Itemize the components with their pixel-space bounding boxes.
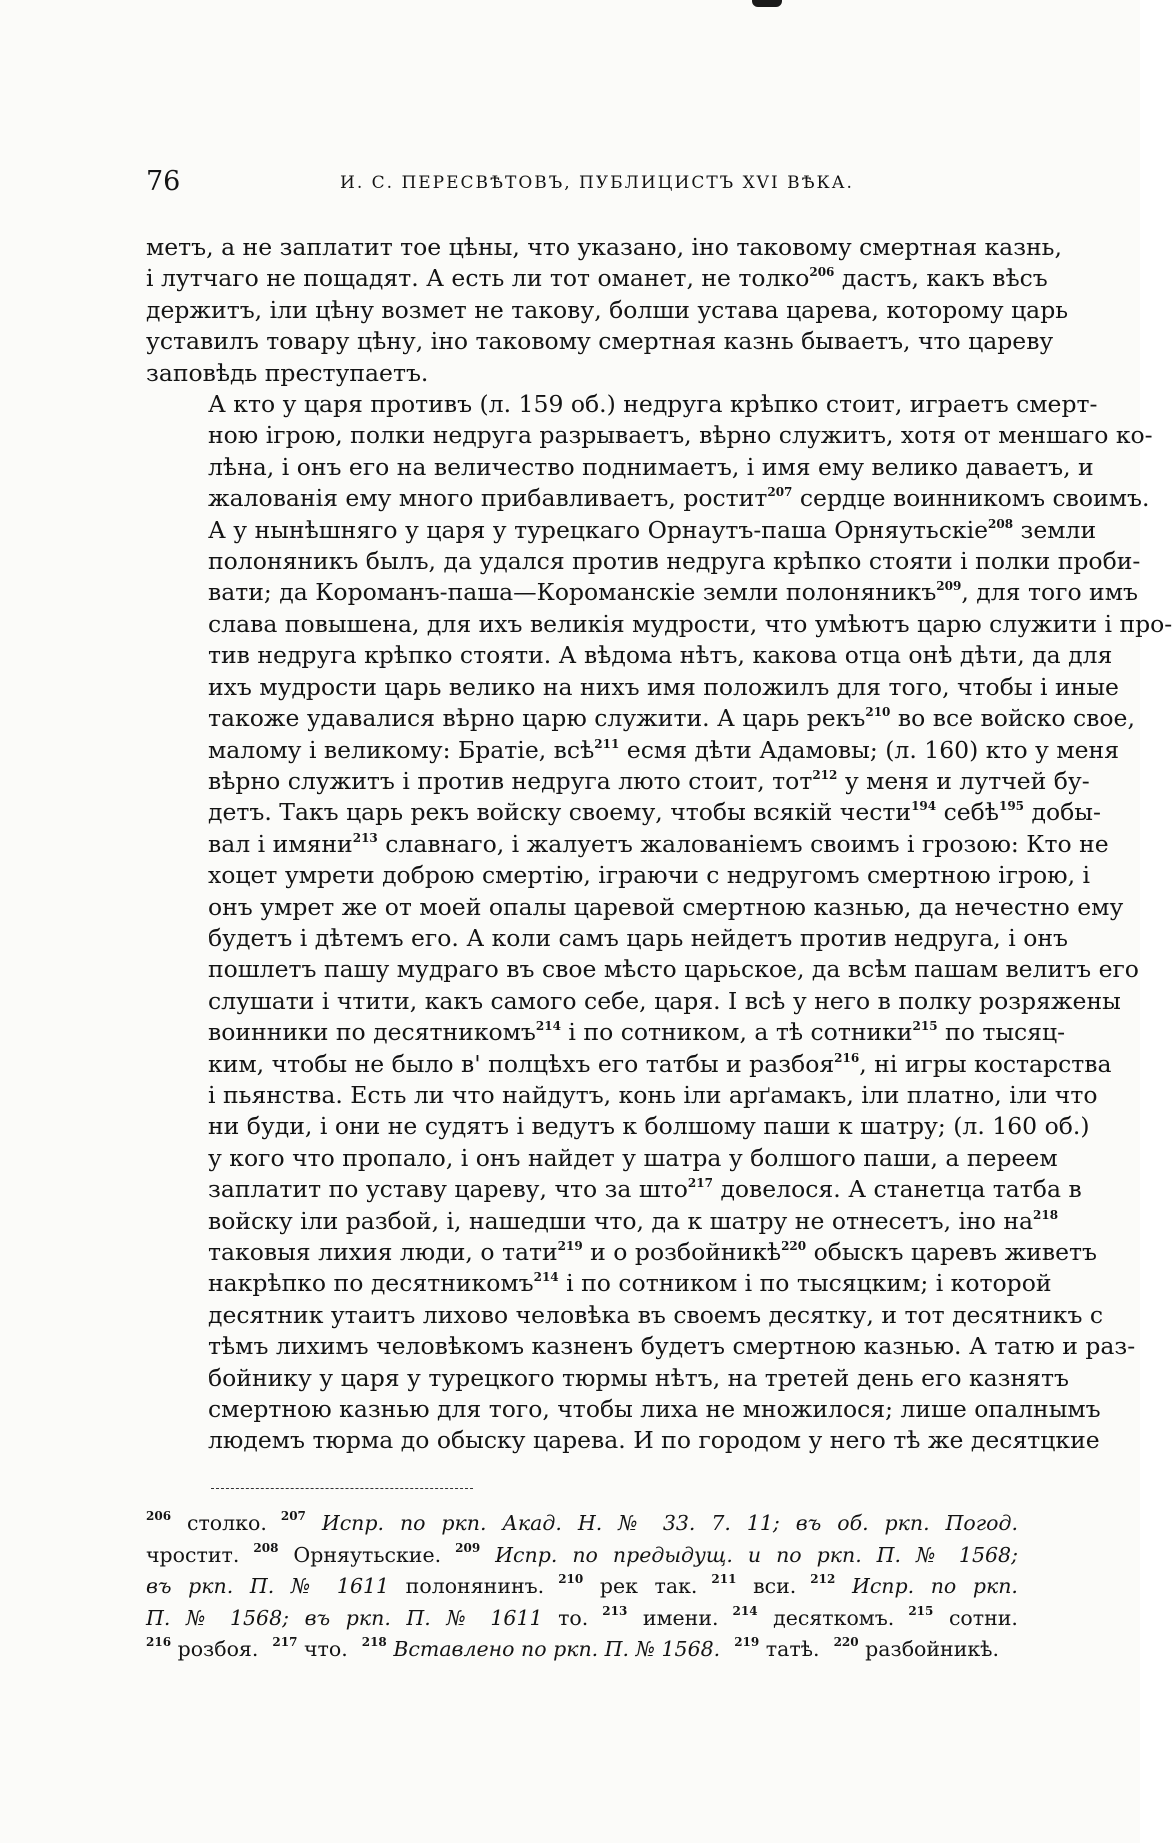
text-run: , для того имъ	[961, 578, 1138, 607]
text-line	[146, 420, 1153, 451]
text-run: ким, чтобы не было в' полцѣхъ его татбы и разбоя	[208, 1049, 835, 1078]
text-line	[146, 672, 1119, 703]
footnote-text: что.	[303, 1637, 348, 1662]
text-line	[146, 358, 1032, 389]
footnote-number: 212	[810, 1572, 836, 1587]
footnote	[558, 1574, 697, 1598]
text-line	[146, 829, 1109, 860]
text-line	[146, 1017, 1066, 1048]
text-run: десятник утаитъ лихово человѣка въ своемъ десятку, и тот десятникъ с	[208, 1300, 1104, 1329]
footnote-number: 217	[272, 1635, 298, 1650]
page-number: 76	[146, 166, 181, 197]
text-line	[146, 1363, 1069, 1394]
text-run: войску іли разбой, і, нашедши что, да к шатру не отнесетъ, іно на	[208, 1206, 1033, 1235]
text-run: у меня и лутчей бу-	[837, 766, 1090, 795]
text-line	[146, 1331, 1136, 1362]
text-run: есмя дѣти Адамовы; (л. 160) кто у меня	[619, 735, 1120, 764]
text-line	[146, 1143, 1058, 1174]
text-run: тив недруга крѣпко стояти. А вѣдома нѣтъ, какова отца онѣ дѣти, да для	[208, 641, 1113, 670]
footnote-number: 216	[146, 1635, 172, 1650]
text-run: воинники по десятникомъ	[208, 1018, 536, 1047]
scan-edge-mark	[752, 0, 782, 7]
footnote	[272, 1637, 347, 1661]
footnote-ref: 211	[594, 736, 620, 751]
footnote-line	[146, 1571, 1032, 1603]
footnote-italic: П. № 1568; въ ркп. П. № 1611	[146, 1605, 543, 1630]
text-line	[146, 1394, 1101, 1425]
text-run: вѣрно служитъ і против недруга люто стоит, тот	[208, 766, 813, 795]
text-line	[146, 1300, 1104, 1331]
footnote-ref: 217	[687, 1176, 713, 1191]
text-run: і по сотником, а тѣ сотники	[560, 1018, 913, 1047]
footnote	[711, 1574, 796, 1598]
text-run: по тысяц-	[937, 1018, 1066, 1047]
footnote	[732, 1603, 895, 1630]
text-line	[146, 483, 1150, 514]
footnote-text: имени.	[642, 1605, 719, 1630]
footnote-ref: 195	[998, 799, 1025, 814]
text-run: земли	[1013, 515, 1097, 544]
text-run: пошлетъ пашу мудраго въ свое мѣсто царьское, да всѣм пашам велитъ его	[208, 955, 1139, 984]
footnote-ref: 219	[557, 1239, 583, 1253]
text-run: дастъ, какъ вѣсъ	[834, 264, 1048, 293]
text-run: добы-	[1024, 798, 1101, 827]
text-run: обыскъ царевъ живетъ	[806, 1238, 1097, 1266]
footnote-separator	[211, 1488, 473, 1489]
text-run: ною ігрою, полки недруга разрываетъ, вѣрно служитъ, хотя от меншаго ко-	[208, 421, 1153, 450]
text-line	[146, 515, 1097, 546]
text-run: вал і имяни	[208, 829, 353, 858]
running-head: И. С. ПЕРЕСВѢТОВЪ, ПУБЛИЦИСТЪ XVI ВѢКА.	[340, 173, 854, 193]
text-run: хоцет умрети доброю смертію, іграючи с недругомъ смертною ігрою, і	[208, 861, 1091, 890]
footnote-text: Орняутьские.	[293, 1542, 442, 1567]
text-run: і по сотником і по тысяцким; і которой	[558, 1269, 1052, 1298]
footnote-number: 214	[732, 1603, 758, 1618]
text-run: накрѣпко по десятникомъ	[208, 1269, 534, 1298]
text-run: будетъ і дѣтемъ его. А коли самъ царь нейдетъ против недруга, і онъ	[208, 923, 1068, 952]
footnote-text: то.	[542, 1605, 589, 1630]
paragraph-2	[146, 389, 1172, 1457]
footnote-ref: 215	[912, 1019, 938, 1034]
footnote-ref: 209	[936, 579, 962, 594]
text-run: смертною казнью для того, чтобы лиха не множилося; лише опалнымъ	[208, 1395, 1101, 1424]
footnote	[146, 1543, 239, 1567]
text-run: слушати і чтити, какъ самого себе, царя. І всѣ у него в полку розряжены	[208, 986, 1121, 1015]
footnote-ref: 212	[812, 767, 838, 782]
main-text	[146, 232, 1172, 1457]
text-run: заповѣдь преступаетъ.	[146, 358, 429, 387]
text-line	[146, 1425, 1100, 1456]
text-run: такоже удавалися вѣрно царю служити. А царь рекъ	[208, 704, 866, 733]
footnote	[908, 1603, 1018, 1630]
text-run: таковыя лихия люди, о тати	[208, 1238, 558, 1266]
footnote	[734, 1637, 819, 1661]
footnote-ref: 210	[865, 705, 891, 720]
text-run: держитъ, іли цѣну возмет не такову, болши устава царева, которому царь	[146, 295, 1069, 324]
text-run: довелося. А станетца татба в	[712, 1175, 1082, 1204]
footnote-text: столко.	[186, 1511, 267, 1535]
footnote-italic: Испр. по ркп.	[851, 1574, 1018, 1599]
text-run: и о розбойникѣ	[582, 1238, 782, 1266]
text-run: ихъ мудрости царь велико на нихъ имя положилъ для того, чтобы і иные	[208, 672, 1119, 701]
text-run: заплатит по уставу цареву, что за што	[208, 1175, 688, 1204]
text-run: себѣ	[936, 798, 999, 827]
text-line	[146, 326, 1054, 357]
text-line	[146, 766, 1090, 797]
text-line	[146, 1206, 1059, 1237]
text-run: лѣна, і онъ его на величество поднимаетъ, і имя ему велико даваетъ, и	[208, 452, 1094, 481]
text-run: слава повышена, для ихъ великія мудрости, что умѣютъ царю служити і про-	[208, 609, 1172, 638]
text-run: жалованія ему много прибавливаетъ, ростит	[208, 484, 768, 513]
text-line	[146, 609, 1172, 640]
text-line	[146, 1174, 1082, 1205]
text-line	[146, 389, 1098, 420]
text-line	[146, 923, 1068, 954]
text-run: у кого что пропало, і онъ найдет у шатра у болшого паши, а переем	[208, 1143, 1058, 1172]
footnote-number: 215	[908, 1603, 934, 1618]
text-line	[146, 735, 1120, 766]
text-run: тѣмъ лихимъ человѣкомъ казненъ будетъ смертною казнью. А татю и раз-	[208, 1332, 1136, 1361]
footnote	[602, 1603, 719, 1630]
text-line	[146, 892, 1124, 923]
footnotes	[146, 1508, 1032, 1666]
footnote-line	[146, 1603, 1032, 1635]
text-line	[146, 1080, 1098, 1111]
text-run: бойнику у царя у турецкого тюрмы нѣтъ, на третей день его казнятъ	[208, 1363, 1069, 1392]
footnote-number: 207	[280, 1509, 306, 1523]
text-line	[146, 1049, 1112, 1080]
footnote-ref: 194	[911, 799, 937, 814]
footnote-number: 210	[558, 1572, 584, 1587]
footnote	[253, 1540, 442, 1567]
footnote-text: татѣ.	[765, 1637, 820, 1662]
footnote-number: 219	[734, 1635, 760, 1650]
footnote-italic: въ ркп. П. № 1611	[146, 1574, 390, 1599]
paragraph-1	[146, 232, 1069, 389]
text-run: , ні игры костарства	[859, 1049, 1112, 1078]
text-line	[146, 546, 1141, 577]
footnote-number: 209	[455, 1540, 481, 1555]
text-run: людемъ тюрма до обыску царева. И по городом у него тѣ же десятцкие	[208, 1426, 1100, 1455]
footnote-number: 208	[253, 1540, 279, 1555]
text-line	[146, 1237, 1097, 1268]
footnote	[362, 1637, 720, 1661]
footnote-ref: 207	[767, 485, 793, 500]
text-line	[146, 703, 1135, 734]
footnote-ref: 214	[535, 1019, 561, 1034]
footnote-line	[146, 1508, 1032, 1540]
text-run: А кто у царя противъ (л. 159 об.) недруга крѣпко стоит, играетъ смерт-	[208, 390, 1098, 419]
footnote	[146, 1637, 258, 1661]
footnote-italic: Испр. по ркп. Акад. Н. № 33. 7. 11; въ об. ркп. Погод.	[321, 1511, 1018, 1535]
footnote	[146, 1574, 544, 1598]
text-run: і лутчаго не пощадят. А есть ли тот оманет, не толко	[146, 264, 810, 293]
footnote-ref: 208	[988, 516, 1014, 531]
footnote-ref: 206	[809, 265, 835, 280]
footnote-number: 211	[711, 1572, 737, 1587]
text-run: вати; да Короманъ-паша—Короманскіе земли полоняникъ	[208, 578, 937, 607]
text-line	[146, 452, 1094, 483]
footnote	[455, 1540, 1018, 1567]
text-run: метъ, а не заплатит тое цѣны, что указано, іно таковому смертная казнь,	[146, 233, 1062, 261]
text-run: детъ. Такъ царь рекъ войску своему, чтобы всякій чести	[208, 798, 912, 827]
text-run: онъ умрет же от моей опалы царевой смертною казнью, да нечестно ему	[208, 892, 1124, 921]
text-run: полоняникъ былъ, да удался против недруга крѣпко стояти і полки проби-	[208, 547, 1141, 576]
text-run: А у нынѣшняго у царя у турецкаго Орнаутъ-паша Орняутьскіе	[208, 515, 988, 544]
footnote-text: рек так.	[599, 1574, 698, 1599]
footnote	[834, 1637, 999, 1661]
text-line	[146, 954, 1139, 985]
page-header	[0, 166, 1140, 206]
text-run: во все войско свое,	[890, 704, 1135, 733]
footnote	[281, 1511, 1018, 1535]
footnote-text: розбоя.	[177, 1637, 259, 1662]
text-run: уставилъ товару цѣну, іно таковому смертная казнь бываетъ, что цареву	[146, 327, 1054, 356]
footnote	[810, 1574, 1018, 1598]
footnote-text: сотни.	[948, 1605, 1018, 1630]
footnote-ref: 213	[352, 830, 378, 845]
footnote-text: чростит.	[146, 1542, 240, 1567]
text-line	[146, 860, 1091, 891]
footnote-text: разбойникѣ.	[865, 1637, 1000, 1662]
text-run: і пьянства. Есть ли что найдутъ, конь іли арґамакъ, іли платно, іли что	[208, 1080, 1098, 1109]
text-line	[146, 295, 1069, 326]
footnote-ref: 220	[781, 1239, 807, 1253]
footnote-number: 213	[602, 1603, 628, 1618]
footnote-number: 206	[146, 1509, 172, 1523]
footnote-number: 220	[833, 1635, 859, 1650]
footnote	[146, 1511, 267, 1535]
footnote-italic: Вставлено по ркп. П. № 1568.	[393, 1637, 721, 1662]
text-run: сердце воинникомъ своимъ.	[792, 484, 1150, 513]
text-line	[146, 232, 1062, 263]
footnote-text: вси.	[753, 1574, 797, 1599]
footnote-italic: Испр. по предыдущ. и по ркп. П. № 1568;	[495, 1542, 1018, 1567]
footnote-line	[146, 1634, 1032, 1666]
footnote-ref: 216	[834, 1050, 860, 1065]
footnote-number: 218	[361, 1635, 387, 1650]
text-line	[146, 577, 1138, 608]
text-line	[146, 1111, 1090, 1142]
footnote-ref: 214	[533, 1270, 559, 1285]
text-run: ни буди, і они не судятъ і ведутъ к болшому паши к шатру; (л. 160 об.)	[208, 1112, 1090, 1141]
text-line	[146, 797, 1101, 828]
footnote-text: десяткомъ.	[773, 1605, 895, 1630]
text-line	[146, 263, 1048, 294]
text-line	[146, 986, 1121, 1017]
text-run: славнаго, і жалуетъ жалованіемъ своимъ і грозою: Кто не	[377, 829, 1109, 858]
footnote-line	[146, 1540, 1032, 1572]
text-line	[146, 640, 1113, 671]
footnote	[146, 1606, 588, 1630]
footnote-ref: 218	[1033, 1207, 1059, 1222]
text-line	[146, 1268, 1052, 1299]
footnote-text: полонянинъ.	[389, 1574, 545, 1599]
text-run: малому і великому: Братіе, всѣ	[208, 735, 595, 764]
